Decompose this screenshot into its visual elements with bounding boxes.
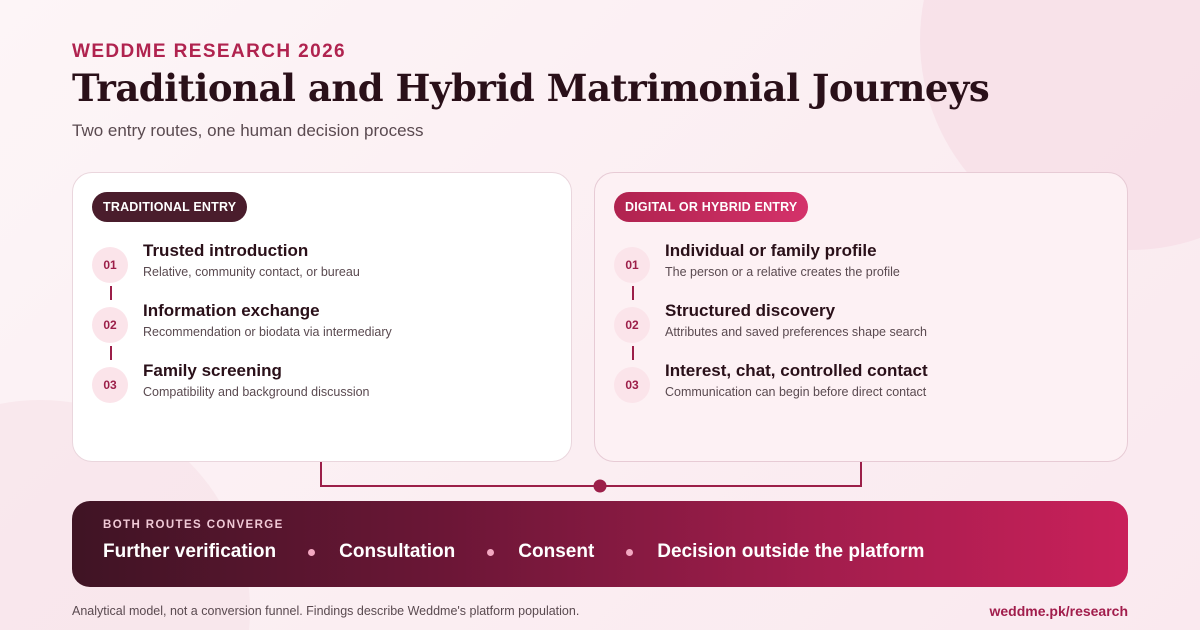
converge-label: BOTH ROUTES CONVERGE <box>103 519 284 531</box>
step-description: Communication can begin before direct contact <box>665 385 927 399</box>
converge-items <box>103 541 924 563</box>
converge-banner <box>72 501 1128 587</box>
converge-item-consultation: Consultation <box>339 541 456 562</box>
traditional-entry-badge: TRADITIONAL ENTRY <box>92 192 247 222</box>
step-description: Attributes and saved preferences shape search <box>665 325 927 339</box>
step-description: Relative, community contact, or bureau <box>143 265 360 279</box>
step-number-badge: 01 <box>92 247 128 283</box>
step-number-badge: 03 <box>92 367 128 403</box>
step-number-badge: 03 <box>614 367 650 403</box>
step-description: Recommendation or biodata via intermediary <box>143 325 392 339</box>
step-number-badge: 02 <box>614 307 650 343</box>
step-number-badge: 02 <box>92 307 128 343</box>
step-number-badge: 01 <box>614 247 650 283</box>
merge-bracket-line <box>321 462 861 486</box>
converge-item-verification: Further verification <box>103 541 277 562</box>
bullet-dot <box>308 549 315 556</box>
bullet-dot <box>487 549 494 556</box>
step-description: The person or a relative creates the profile <box>665 265 900 279</box>
step-title: Information exchange <box>143 301 320 320</box>
converge-item-decision: Decision outside the platform <box>657 541 925 562</box>
step-title: Structured discovery <box>665 301 836 320</box>
page-title: Traditional and Hybrid Matrimonial Journeys <box>72 66 990 110</box>
page-subtitle: Two entry routes, one human decision process <box>72 121 424 140</box>
footer-note: Analytical model, not a conversion funnel. Findings describe Weddme's platform population. <box>72 604 580 618</box>
converge-item-consent: Consent <box>518 541 595 562</box>
step-title: Interest, chat, controlled contact <box>665 361 928 380</box>
step-description: Compatibility and background discussion <box>143 385 370 399</box>
digital-entry-badge: DIGITAL OR HYBRID ENTRY <box>614 192 808 222</box>
step-title: Trusted introduction <box>143 241 309 260</box>
step-title: Family screening <box>143 361 282 380</box>
bullet-dot <box>626 549 633 556</box>
step-title: Individual or family profile <box>665 241 877 260</box>
merge-node <box>594 480 607 493</box>
eyebrow: WEDDME RESEARCH 2026 <box>72 41 346 62</box>
footer-research-link[interactable]: weddme.pk/research <box>989 603 1128 619</box>
